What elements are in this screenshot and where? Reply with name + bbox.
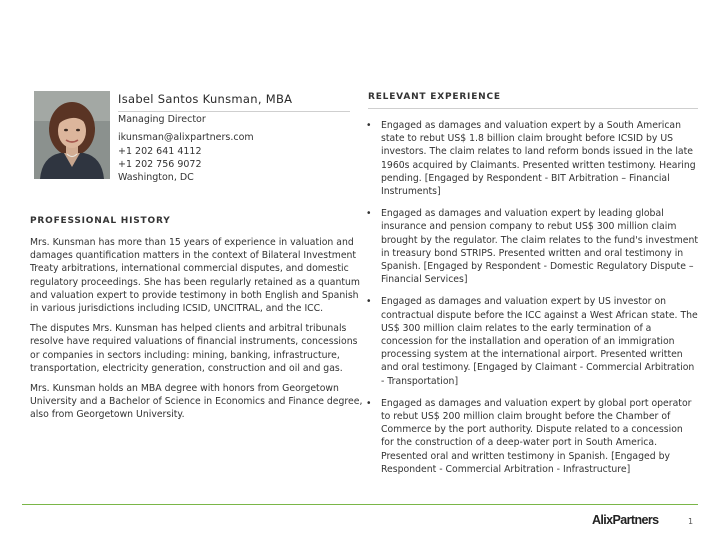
alixpartners-logo: AlixPartners — [592, 513, 659, 527]
experience-list — [366, 119, 698, 485]
bullet-icon: • — [366, 208, 372, 220]
history-paragraph: The disputes Mrs. Kunsman has helped clients and arbitral tribunals resolve have required valuations of financial instruments, concessions or companies in sectors including: mining, banking, infrastructure, transportation, electricity generation, construction and oil and gas. — [30, 323, 358, 374]
bullet-icon: • — [366, 296, 372, 308]
experience-item — [366, 295, 698, 387]
experience-item — [366, 207, 698, 286]
experience-item — [366, 119, 698, 198]
professional-history-body — [30, 236, 364, 429]
bullet-icon: • — [366, 120, 372, 131]
experience-text: Engaged as damages and valuation expert by US investor on contractual dispute before the ICC against a West African state. The US$ 300 million claim relates to the early termination of a concession for the installation and operation of an immigration processing system at the international airport. Presented written and oral testimony. [Engaged by Claimant - Commercial Arbitration - Transportation] — [381, 296, 698, 387]
history-paragraph: Mrs. Kunsman has more than 15 years of experience in valuation and damages quantification matters in the context of Bilateral Investment Treaty arbitrations, international commercial disputes, and domestic regulatory proceedings. She has been regularly retained as a quantum and valuation expert to provide testimony in both English and Spanish in various jurisdictions including ICSID, UNCITRAL, and the ICC. — [30, 237, 360, 315]
experience-text: Engaged as damages and valuation expert by leading global insurance and pension company to rebut US$ 300 million claim brought by the regulator. The claim relates to the fund's investment in treasury bond STRIPS. Presented written and oral testimony in Spanish. [Engaged by Respondent - Domestic Regulatory Dispute – Financial Services] — [381, 208, 699, 286]
footer-divider — [22, 504, 698, 505]
page-number: 1 — [688, 517, 694, 526]
experience-text: Engaged as damages and valuation expert by a South American state to rebut US$ 1.8 billion claim brought before ICSID by US investors. The claim relates to land reform bonds issued in the late 1960s acquired by Claimants. Presented written testimony. Hearing pending. [Engaged by Respondent - BIT Arbitration – Financial Instruments] — [381, 120, 696, 198]
experience-text: Engaged as damages and valuation expert by global port operator to rebut US$ 200 million claim brought before the Chamber of Commerce by the port authority. Dispute related to a concession for the construction of a deep-water port in South America. Presented oral and written testimony in Spanish. [Engaged by Respondent - Commercial Arbitration - Infrastructure] — [381, 397, 692, 475]
location: Washington, DC — [118, 172, 194, 184]
history-paragraph: Mrs. Kunsman holds an MBA degree with honors from Georgetown University and a Bachelor of Science in Economics and Finance degree, also from Georgetown University. — [30, 383, 363, 421]
experience-item — [366, 397, 698, 476]
profile-name: Isabel Santos Kunsman, MBA — [118, 92, 350, 112]
relevant-experience-heading: RELEVANT EXPERIENCE — [368, 92, 698, 109]
email-address[interactable]: ikunsman@alixpartners.com — [118, 132, 254, 144]
phone-number-2: +1 202 756 9072 — [118, 158, 202, 170]
professional-history-heading: PROFESSIONAL HISTORY — [30, 216, 171, 226]
bullet-icon: • — [366, 397, 372, 409]
portrait-image — [34, 91, 110, 179]
contact-block — [118, 113, 254, 184]
phone-number-1: +1 202 641 4112 — [118, 145, 202, 157]
profile-photo — [34, 91, 110, 179]
job-title: Managing Director — [118, 114, 206, 125]
